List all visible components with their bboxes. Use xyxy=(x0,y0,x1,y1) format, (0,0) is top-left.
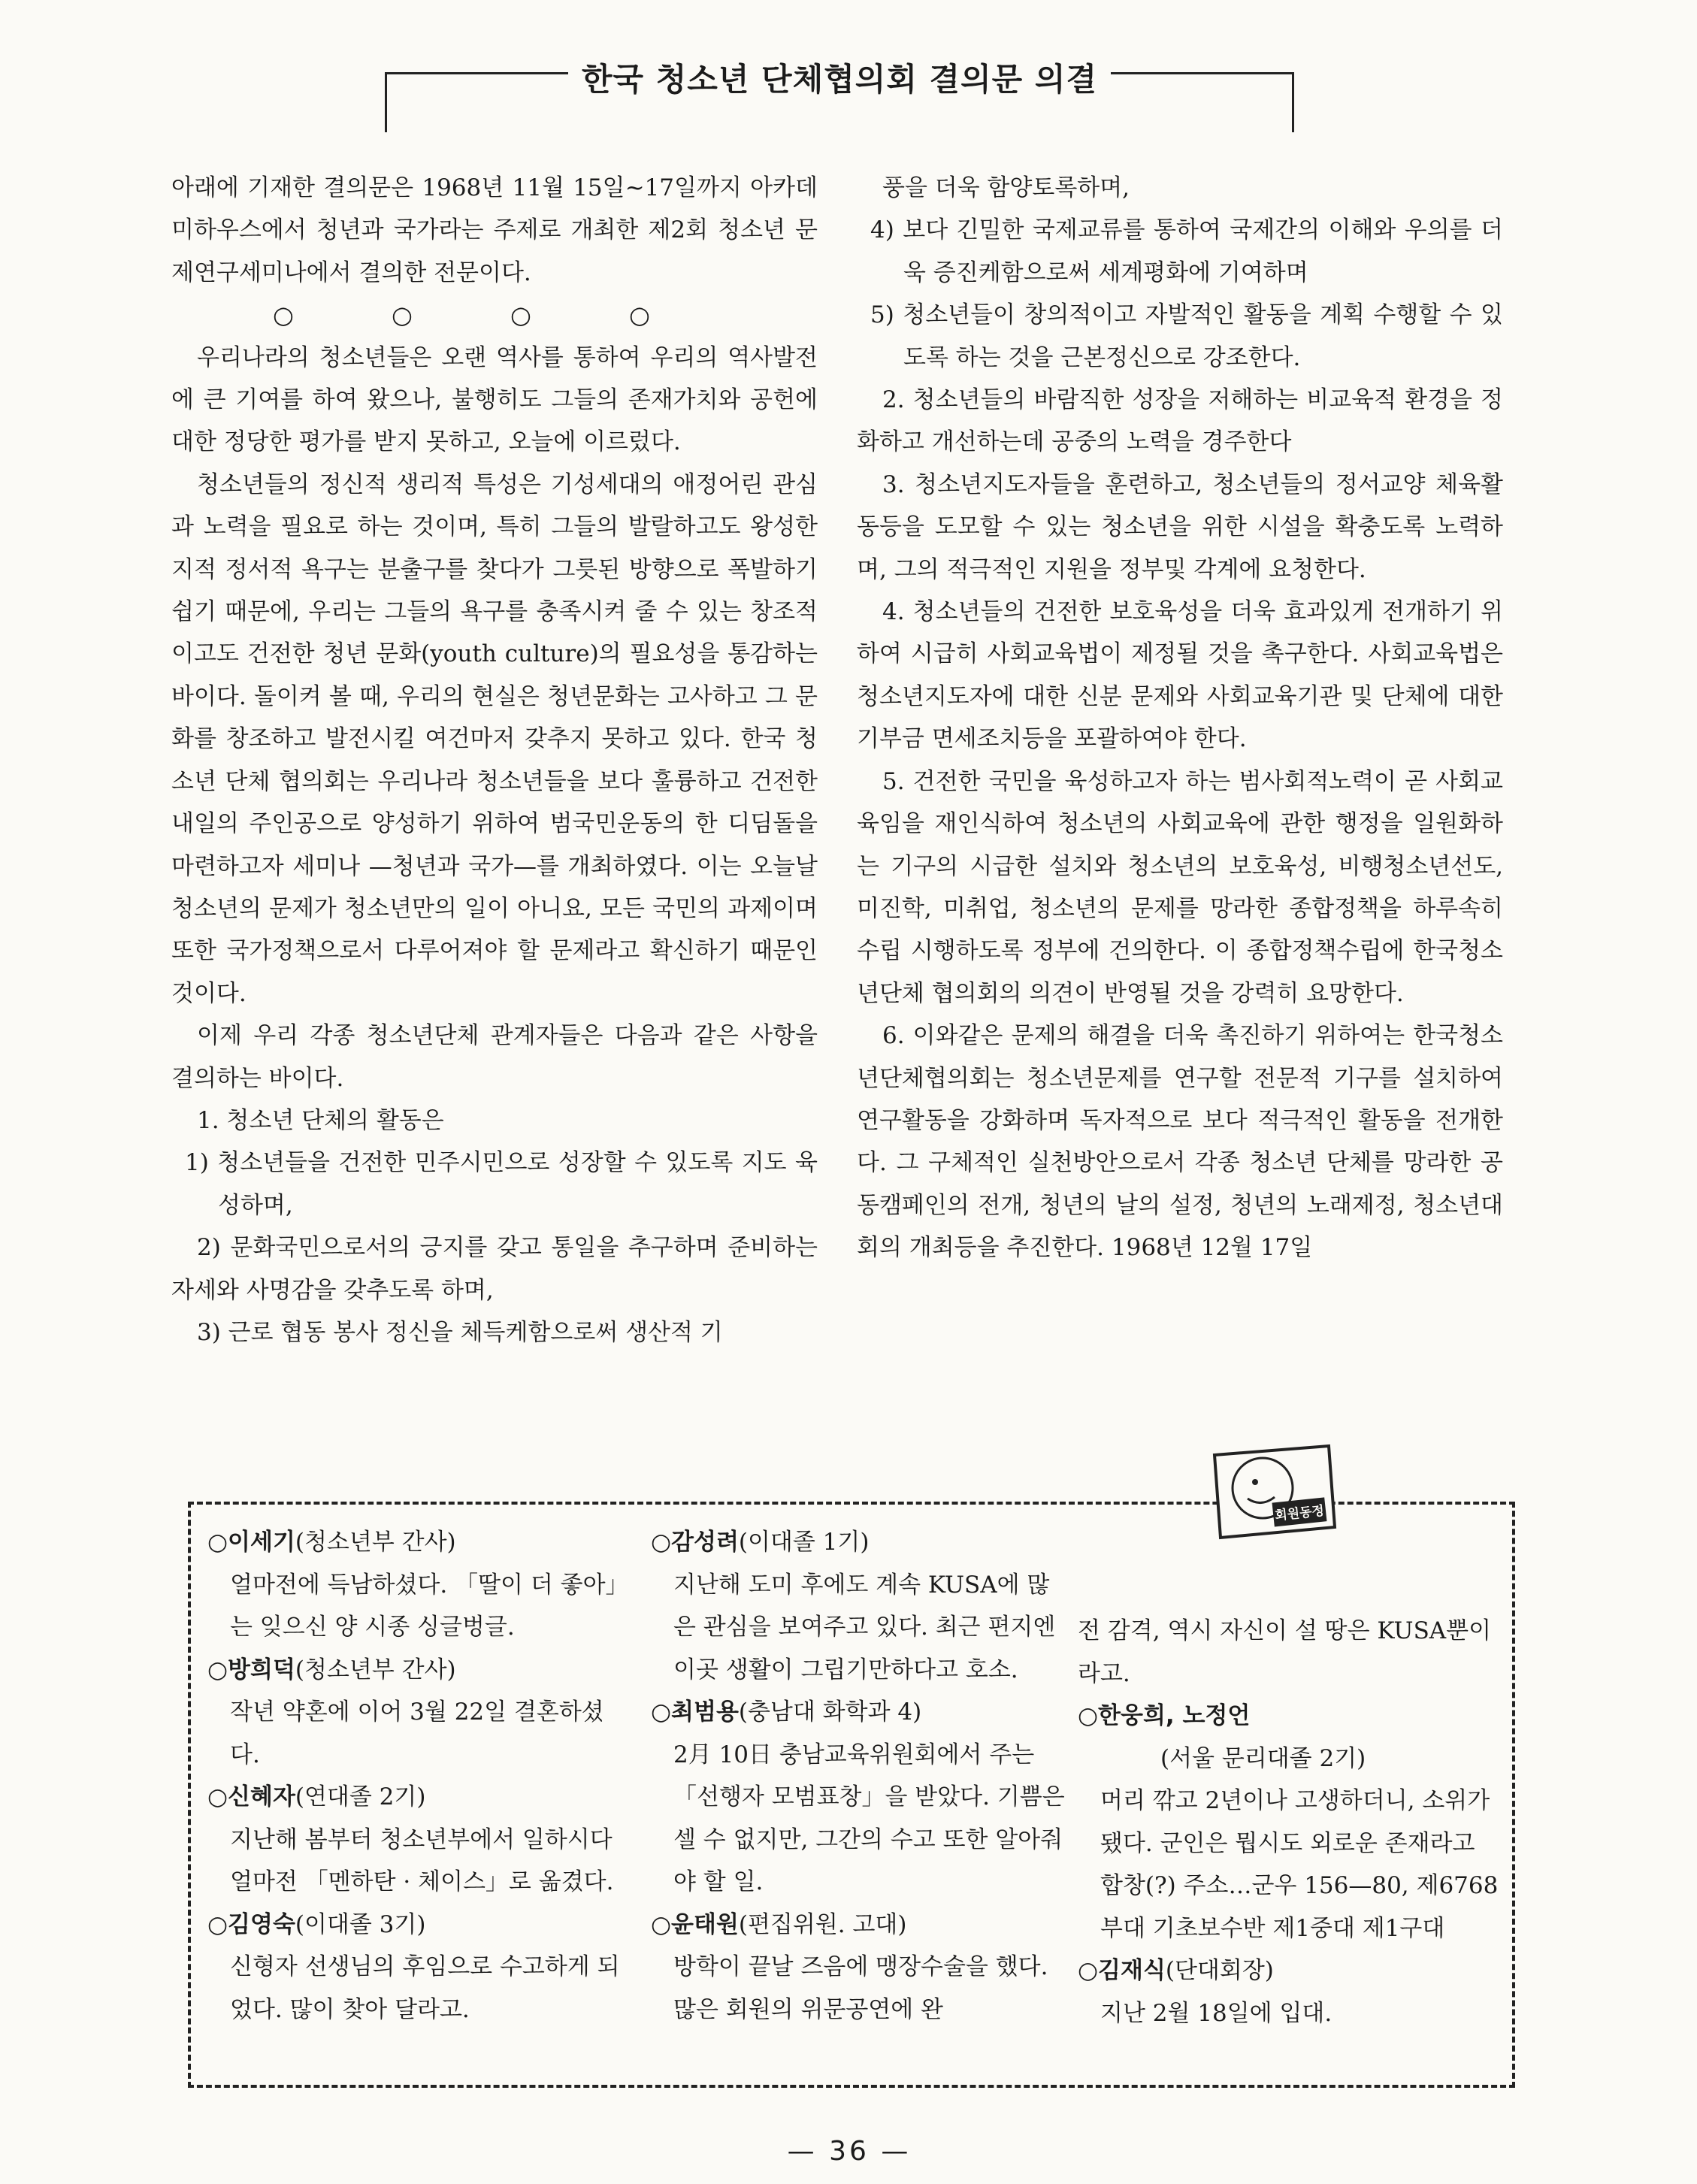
body-paragraph: 이제 우리 각종 청소년단체 관계자들은 다음과 같은 사항을 결의하는 바이다. xyxy=(171,1022,818,1092)
body-paragraph: 청소년들의 정신적 생리적 특성은 기성세대의 애정어린 관심과 노력을 필요로 하는 것이며, 특히 그들의 발랄하고도 왕성한 지적 정서적 욕구는 분출구를 찾다가 그릇된 방향으로 폭발하기 쉽기 때문에, 우리는 그들의 욕구를 충족시켜 줄 수 있는 창조적이고도 건전한 청년 문화(youth culture)의 필요성을 통감하는 바이다. 돌이켜 볼 때, 우리의 현실은 청년문화는 고사하고 그 문화를 창조하고 발전시킬 여건마저 갖추지 못하고 있다. 한국 청소년 단체 협의회는 우리나라 청소년들을 보다 훌륭하고 건전한 내일의 주인공으로 양성하기 위하여 범국민운동의 한 디딤돌을 마련하고자 세미나 —청년과 국가—를 개최하였다. 이는 오늘날 청소년의 문제가 청소년만의 일이 아니요, 모든 국민의 과제이며 또한 국가정책으로서 다루어져야 할 문제라고 확신하기 때문인 것이다. xyxy=(171,470,818,1007)
member-note: 얼마전에 득남하셨다. 「딸이 더 좋아」는 잊으신 양 시종 싱글벙글. xyxy=(230,1571,618,1641)
member-note: 지난 2월 18일에 입대. xyxy=(1100,1999,1332,2027)
member-name: ○한웅희, 노정언 xyxy=(1078,1702,1251,1729)
resolution-subitem: 4) 보다 긴밀한 국제교류를 통하여 국제간의 이해와 우의를 더욱 증진케함으로써 세계평화에 기여하며 xyxy=(870,216,1503,286)
member-name: ○김재식 xyxy=(1078,1957,1166,1984)
intro-paragraph: 아래에 기재한 결의문은 1968년 11월 15일~17일까지 아카데미하우스에서 청년과 국가라는 주제로 개최한 제2회 청소년 문제연구세미나에서 결의한 전문이다. xyxy=(171,174,818,286)
member-name: ○김영숙 xyxy=(207,1910,295,1938)
resolution-subitem: 3) 근로 협동 봉사 정신을 체득케함으로써 생산적 기 xyxy=(197,1318,723,1346)
member-name: ○감성려 xyxy=(651,1529,739,1556)
member-affiliation: (서울 문리대졸 2기) xyxy=(1160,1744,1366,1772)
resolution-item: 3. 청소년지도자들을 훈련하고, 청소년들의 정서교양 체육활동등을 도모할 수 있는 청소년을 위한 시설을 확충도록 노력하며, 그의 적극적인 지원을 정부및 각계에 요청한다. xyxy=(857,470,1503,583)
member-news-logo xyxy=(1201,1438,1344,1544)
resolution-subitem: 5) 청소년들이 창의적이고 자발적인 활동을 계획 수행할 수 있도록 하는 것을 근본정신으로 강조한다. xyxy=(870,301,1503,371)
member-note: 작년 약혼에 이어 3월 22일 결혼하셨다. xyxy=(230,1698,604,1768)
member-name: ○이세기 xyxy=(207,1529,295,1556)
page-number: — 36 — xyxy=(787,2136,912,2167)
resolution-item: 1. 청소년 단체의 활동은 xyxy=(197,1106,444,1134)
resolution-subitem: 2) 문화국민으로서의 긍지를 갖고 통일을 추구하며 준비하는 자세와 사명감을 갖추도록 하며, xyxy=(171,1234,818,1304)
member-news-column: ○감성려(이대졸 1기) 지난해 도미 후에도 계속 KUSA에 많은 관심을 보여주고 있다. 최근 편지엔 이곳 생활이 그립기만하다고 호소. ○최범용(충남대 화학과 4) 2月 10日 충남교육위원회에서 주는 「선행자 모범표창」을 받았다. 기쁨은 셀 수 없지만, 그간의 수고 또한 알아줘야 할 일. ○윤태원(편집위원. 고대) 방학이 끝날 즈음에 맹장수술을 했다. 많은 회원의 위문공연에 완 xyxy=(651,1521,1072,2031)
logo-text: 회원동정 xyxy=(1274,1503,1325,1524)
resolution-item: 2. 청소년들의 바람직한 성장을 저해하는 비교육적 환경을 정화하고 개선하는데 공중의 노력을 경주한다 xyxy=(857,386,1503,456)
member-news-column: 전 감격, 역시 자신이 설 땅은 KUSA뿐이라고. ○한웅희, 노정언 (서울 문리대졸 2기) 머리 깎고 2년이나 고생하더니, 소위가 됐다. 군인은 뭡시도 외로운 존재라고 합창(?) 주소…군우 156—80, 제6768부대 기초보수반 제1중대 제1구대 ○김재식(단대회장) 지난 2월 18일에 입대. xyxy=(1078,1610,1499,2034)
left-column xyxy=(171,167,818,1354)
right-column xyxy=(857,167,1503,1269)
member-note: 방학이 끝날 즈음에 맹장수술을 했다. 많은 회원의 위문공연에 완 xyxy=(673,1953,1048,2023)
title-frame xyxy=(385,61,1294,132)
member-note: 신형자 선생님의 후임으로 수고하게 되었다. 많이 찾아 달라고. xyxy=(230,1953,620,2023)
resolution-item: 6. 이와같은 문제의 해결을 더욱 촉진하기 위하여는 한국청소년단체협의회는 청소년문제를 연구할 전문적 기구를 설치하여 연구활동을 강화하며 독자적으로 보다 적극적인 활동을 전개한다. 그 구체적인 실천방안으로서 각종 청소년 단체를 망라한 공동캠페인의 전개, 청년의 날의 설정, 청년의 노래제정, 청소년대회의 개최등을 추진한다. 1968년 12월 17일 xyxy=(857,1022,1503,1262)
body-paragraph: 우리나라의 청소년들은 오랜 역사를 통하여 우리의 역사발전에 큰 기여를 하여 왔으나, 불행히도 그들의 존재가치와 공헌에 대한 정당한 평가를 받지 못하고, 오늘에 이르렀다. xyxy=(171,343,818,456)
member-note: 지난해 봄부터 청소년부에서 일하시다 얼마전 「멘하탄 · 체이스」로 옮겼다. xyxy=(230,1826,614,1895)
member-name: ○방희덕 xyxy=(207,1656,295,1683)
member-note: 2月 10日 충남교육위원회에서 주는 「선행자 모범표창」을 받았다. 기쁨은 셀 수 없지만, 그간의 수고 또한 알아줘야 할 일. xyxy=(673,1741,1065,1895)
resolution-date: 1968년 12월 17일 xyxy=(1111,1234,1313,1262)
resolution-item: 4. 청소년들의 건전한 보호육성을 더욱 효과있게 전개하기 위하여 시급히 사회교육법이 제정될 것을 촉구한다. 사회교육법은 청소년지도자에 대한 신분 문제와 사회교육기관 및 단체에 대한 기부금 면세조치등을 포괄하여야 한다. xyxy=(857,598,1503,753)
page-title: 한국 청소년 단체협의회 결의문 의결 xyxy=(387,55,1292,100)
member-note: 전 감격, 역시 자신이 설 땅은 KUSA뿐이라고. xyxy=(1078,1617,1492,1687)
resolution-subitem: 풍을 더욱 함양토록하며, xyxy=(882,174,1130,201)
member-note: 머리 깎고 2년이나 고생하더니, 소위가 됐다. 군인은 뭡시도 외로운 존재라고 합창(?) 주소…군우 156—80, 제6768부대 기초보수반 제1중대 제1구대 xyxy=(1100,1787,1499,1942)
section-divider: ○ ○ ○ ○ xyxy=(273,301,650,330)
resolution-item: 5. 건전한 국민을 육성하고자 하는 범사회적노력이 곧 사회교육임을 재인식하여 청소년의 사회교육에 관한 행정을 일원화하는 기구의 시급한 설치와 청소년의 보호육성, 비행청소년선도, 미진학, 미취업, 청소년의 문제를 망라한 종합정책을 하루속히 수립 시행하도록 정부에 건의한다. 이 종합정책수립에 한국청소년단체 협의회의 의견이 반영될 것을 강력히 요망한다. xyxy=(857,767,1503,1007)
member-news-box xyxy=(188,1502,1515,2088)
resolution-subitem: 1) 청소년들을 건전한 민주시민으로 성장할 수 있도록 지도 육성하며, xyxy=(185,1149,818,1219)
member-name: ○최범용 xyxy=(651,1698,739,1726)
member-note: 지난해 도미 후에도 계속 KUSA에 많은 관심을 보여주고 있다. 최근 편지엔 이곳 생활이 그립기만하다고 호소. xyxy=(673,1571,1056,1683)
member-name: ○신혜자 xyxy=(207,1783,295,1810)
member-name: ○윤태원 xyxy=(651,1910,739,1938)
member-news-column: ○이세기(청소년부 간사) 얼마전에 득남하셨다. 「딸이 더 좋아」는 잊으신 양 시종 싱글벙글. ○방희덕(청소년부 간사) 작년 약혼에 이어 3월 22일 결혼하셨다. ○신혜자(연대졸 2기) 지난해 봄부터 청소년부에서 일하시다 얼마전 「멘하탄 · 체이스」로 옮겼다. ○김영숙(이대졸 3기) 신형자 선생님의 후임으로 수고하게 되었다. 많이 찾아 달라고. xyxy=(207,1521,628,2031)
